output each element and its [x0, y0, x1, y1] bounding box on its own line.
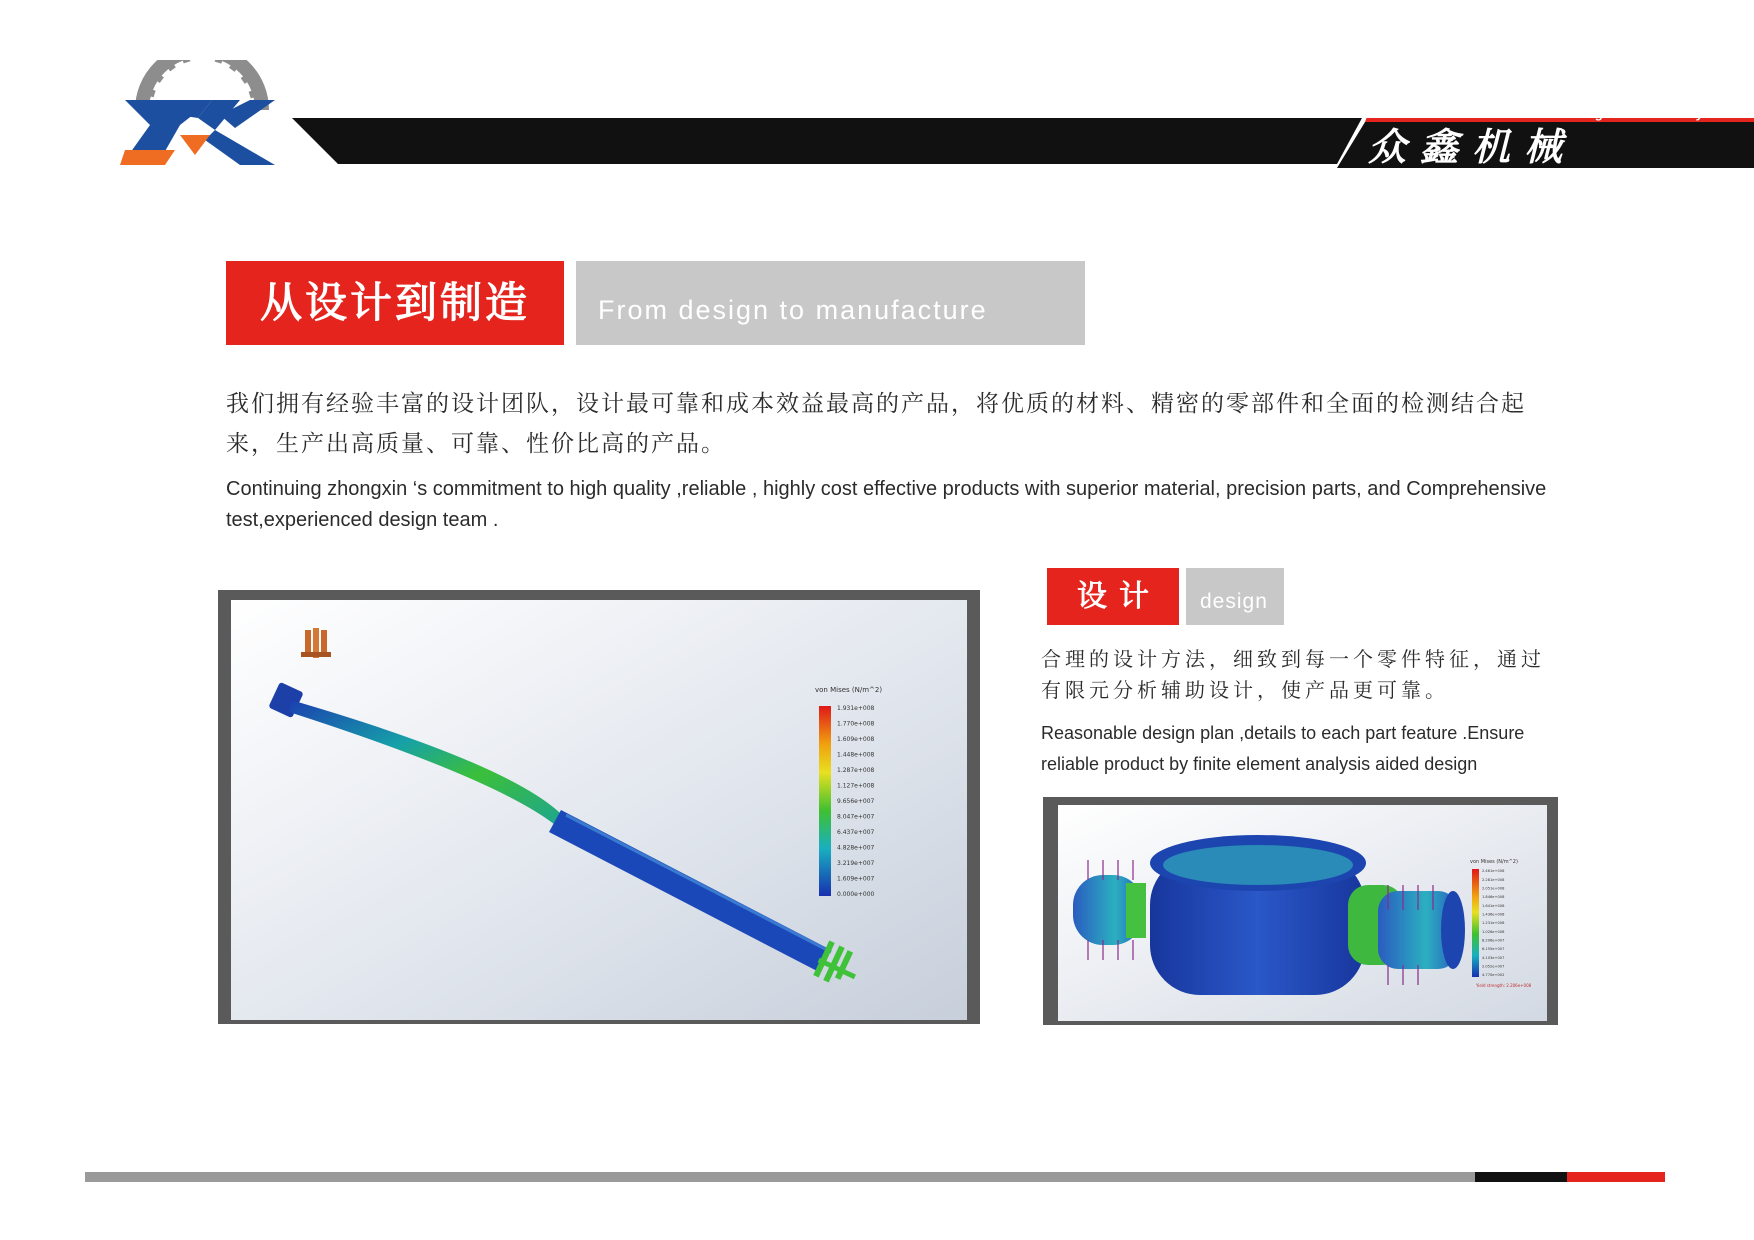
section-title-en: From design to manufacture	[598, 295, 988, 325]
intro-text-en: Continuing zhongxin ‘s commitment to high quality ,reliable , highly cost effective products with superior material, precision parts, and Comprehensive test,experienced design team .	[226, 478, 1547, 531]
legend-label: 1.609e+007	[837, 875, 875, 883]
legend-label: 1.770e+008	[837, 720, 875, 728]
design-label-en-box	[1186, 568, 1284, 625]
legend-label: 2.461e+008	[1482, 869, 1505, 874]
legend-label: 1.931e+008	[837, 705, 875, 712]
legend-label: 2.281e+008	[1482, 877, 1505, 882]
footer-bar-gray	[85, 1172, 1475, 1182]
legend-label: 1.641e+008	[1482, 903, 1505, 908]
legend-label: 1.127e+008	[837, 782, 875, 790]
section-title-cn: 从设计到制造	[259, 278, 530, 327]
legend-label: 8.047e+007	[837, 813, 875, 821]
design-label-cn-box	[1047, 568, 1179, 625]
fea-trunnion-render	[1058, 805, 1547, 1021]
legend-label: 1.436e+008	[1482, 912, 1505, 917]
legend-label: 1.026e+008	[1482, 929, 1505, 934]
footer-bar-red	[1567, 1172, 1665, 1182]
design-label-cn: 设计	[1077, 579, 1161, 614]
brand-name-cn: 众鑫机械	[1368, 125, 1577, 169]
legend-label: 2.051e+008	[1482, 886, 1505, 891]
fea-trunnion-figure	[1043, 797, 1558, 1025]
company-logo	[120, 60, 285, 170]
legend-title: von Mises (N/m^2)	[1470, 859, 1518, 865]
legend-label: 6.155e+007	[1482, 947, 1505, 952]
section-title-cn-box	[226, 261, 564, 345]
legend-label: 1.231e+008	[1482, 921, 1505, 926]
legend-label: 4.103e+007	[1482, 955, 1505, 960]
legend-label: 0.000e+000	[837, 891, 875, 898]
brand-name-en: Zhongxin machinery	[1559, 106, 1705, 121]
legend-label: 9.656e+007	[837, 798, 875, 805]
legend-label: 2.052e+007	[1482, 964, 1505, 969]
section-title-en-box	[576, 261, 1085, 345]
yield-note: Yield strength: 2.206e+008	[1476, 983, 1532, 988]
design-label-en: design	[1200, 590, 1268, 613]
design-text-cn: 合理的设计方法，细致到每一个零件特征，通过有限元分析辅助设计，使产品更可靠。	[1041, 647, 1545, 702]
legend-label: 8.206e+007	[1482, 938, 1505, 943]
fixture-icon	[301, 628, 331, 658]
legend-label: 1.609e+008	[837, 736, 875, 743]
legend-title: von Mises (N/m^2)	[815, 686, 883, 694]
fea-rod-figure	[218, 590, 980, 1024]
intro-text-cn: 我们拥有经验丰富的设计团队，设计最可靠和成本效益最高的产品，将优质的材料、精密的零部件和全面的检测结合起来，生产出高质量、可靠、性价比高的产品。	[226, 391, 1526, 457]
zx-monogram	[120, 100, 275, 165]
legend-label: 6.437e+007	[837, 829, 875, 836]
footer-bar-black	[1475, 1172, 1567, 1182]
legend-label: 4.828e+007	[837, 844, 875, 852]
legend-label: 1.287e+008	[837, 767, 875, 774]
legend-label: 4.770e+002	[1482, 973, 1505, 978]
design-text-en: Reasonable design plan ,details to each part feature .Ensure reliable product by finite element analysis aided design	[1041, 723, 1525, 774]
legend-label: 1.846e+008	[1482, 895, 1505, 900]
legend-label: 1.448e+008	[837, 751, 875, 759]
fea-rod-render	[231, 600, 967, 1020]
legend-label: 3.219e+007	[837, 860, 875, 867]
